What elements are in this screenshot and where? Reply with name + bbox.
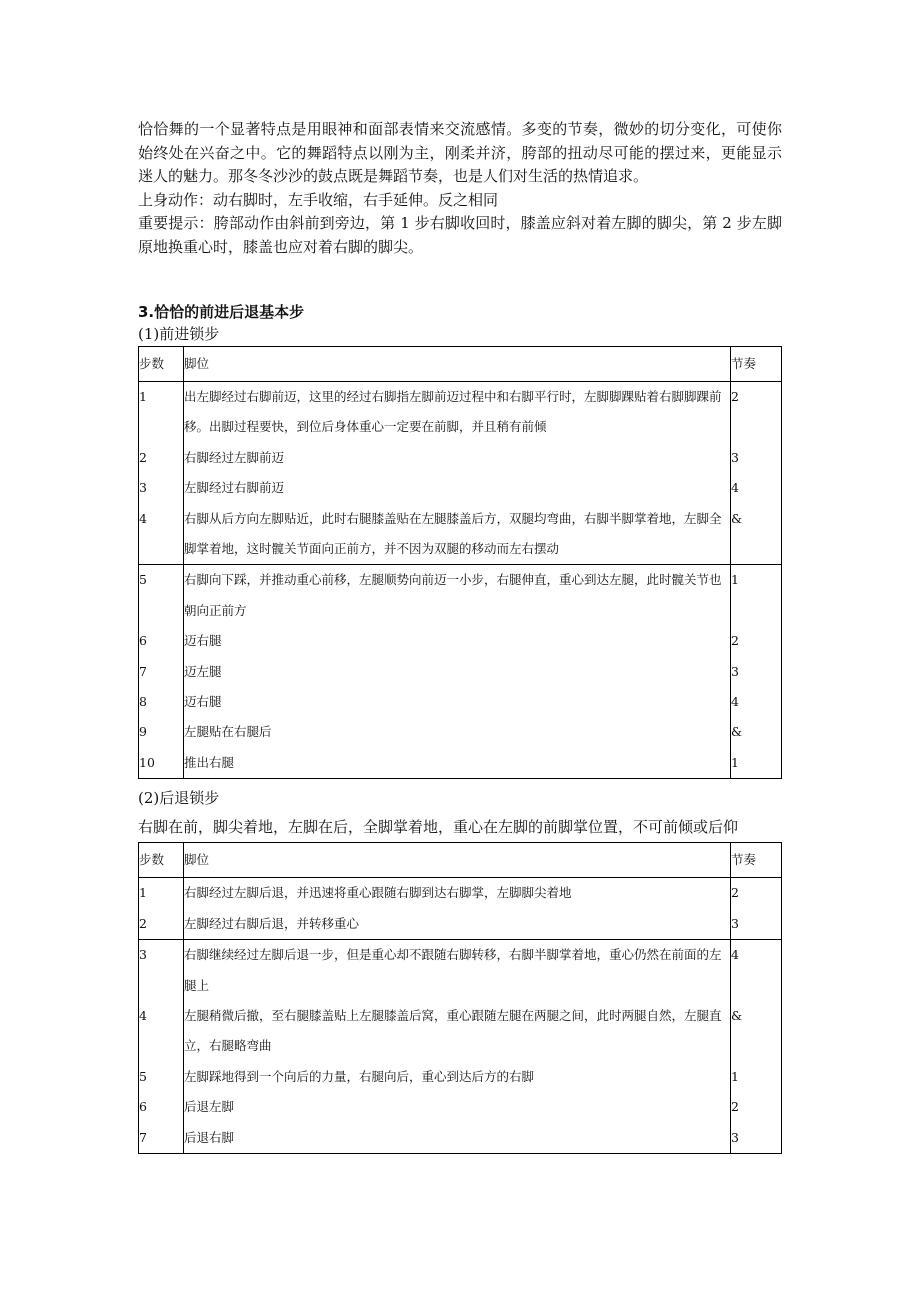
rhythm-cell: 3 (731, 657, 782, 687)
step-cell: 4 (139, 504, 184, 565)
table-row (139, 1092, 782, 1122)
table-header-row (139, 347, 782, 382)
step-cell: 8 (139, 687, 184, 717)
forward-steps-table (138, 346, 782, 779)
position-cell: 迈右腿 (184, 626, 731, 656)
rhythm-cell: 3 (731, 443, 782, 473)
step-cell: 2 (139, 443, 184, 473)
position-cell: 迈右腿 (184, 687, 731, 717)
table-row (139, 473, 782, 503)
header-rhythm: 节奏 (731, 843, 782, 878)
backward-note: 右脚在前，脚尖着地，左脚在后，全脚掌着地，重心在左脚的前脚掌位置，不可前倾或后仰 (138, 818, 739, 837)
table-row (139, 657, 782, 687)
rhythm-cell: & (731, 504, 782, 565)
step-cell: 1 (139, 382, 184, 443)
step-cell: 3 (139, 940, 184, 1001)
step-cell: 5 (139, 565, 184, 626)
position-cell: 右脚向下踩，并推动重心前移，左腿顺势向前迈一小步，右腿伸直，重心到达左腿，此时髋关节也朝向正前方 (184, 565, 731, 626)
header-position: 脚位 (184, 347, 731, 382)
document-page (138, 118, 782, 1154)
table-row (139, 626, 782, 656)
table-row (139, 687, 782, 717)
forward-subtitle: (1)前进锁步 (138, 325, 220, 343)
position-cell: 右脚继续经过左脚后退一步，但是重心却不跟随右脚转移，右脚半脚掌着地，重心仍然在前面的左腿上 (184, 940, 731, 1001)
step-cell: 7 (139, 1123, 184, 1154)
step-cell: 1 (139, 878, 184, 909)
position-cell: 推出右腿 (184, 748, 731, 779)
intro-paragraph: 恰恰舞的一个显著特点是用眼神和面部表情来交流感情。多变的节奏，微妙的切分变化，可使你始终处在兴奋之中。它的舞蹈特点以刚为主，刚柔并济，胯部的扭动尽可能的摆过来，更能显示迷人的魅力。那冬冬沙沙的鼓点既是舞蹈节奏，也是人们对生活的热情追求。 (138, 120, 782, 185)
step-cell: 2 (139, 909, 184, 940)
table-row (139, 382, 782, 443)
step-cell: 4 (139, 1001, 184, 1062)
table-row (139, 909, 782, 940)
header-step: 步数 (139, 347, 184, 382)
table-row (139, 1001, 782, 1062)
position-cell: 出左脚经过右脚前迈，这里的经过右脚指左脚前迈过程中和右脚平行时，左脚脚踝贴着右脚脚踝前移。出脚过程要快，到位后身体重心一定要在前脚，并且稍有前倾 (184, 382, 731, 443)
rhythm-cell: & (731, 1001, 782, 1062)
position-cell: 左腿贴在右腿后 (184, 717, 731, 747)
rhythm-cell: 2 (731, 382, 782, 443)
step-cell: 10 (139, 748, 184, 779)
rhythm-cell: 3 (731, 1123, 782, 1154)
table-row (139, 878, 782, 909)
position-cell: 后退右脚 (184, 1123, 731, 1154)
position-cell: 左脚经过右脚前迈 (184, 473, 731, 503)
position-cell: 右脚经过左脚前迈 (184, 443, 731, 473)
table-row (139, 940, 782, 1001)
step-cell: 6 (139, 626, 184, 656)
rhythm-cell: 4 (731, 940, 782, 1001)
rhythm-cell: 1 (731, 565, 782, 626)
backward-subtitle: (2)后退锁步 (138, 789, 220, 808)
rhythm-cell: & (731, 717, 782, 747)
tip-text: 重要提示：胯部动作由斜前到旁边，第 1 步右脚收回时，膝盖应斜对着左脚的脚尖，第 2 步左脚原地换重心时，膝盖也应对着右脚的脚尖。 (138, 214, 782, 256)
step-cell: 7 (139, 657, 184, 687)
rhythm-cell: 2 (731, 626, 782, 656)
table-row (139, 565, 782, 626)
rhythm-cell: 1 (731, 748, 782, 779)
position-cell: 右脚从后方向左脚贴近，此时右腿膝盖贴在左腿膝盖后方，双腿均弯曲，右脚半脚掌着地，左脚全脚掌着地，这时髋关节面向正前方，并不因为双腿的移动而左右摆动 (184, 504, 731, 565)
position-cell: 后退左脚 (184, 1092, 731, 1122)
header-position: 脚位 (184, 843, 731, 878)
step-cell: 9 (139, 717, 184, 747)
rhythm-cell: 4 (731, 473, 782, 503)
rhythm-cell: 1 (731, 1062, 782, 1092)
step-cell: 5 (139, 1062, 184, 1092)
position-cell: 左脚踩地得到一个向后的力量，右腿向后，重心到达后方的右脚 (184, 1062, 731, 1092)
header-rhythm: 节奏 (731, 347, 782, 382)
step-cell: 6 (139, 1092, 184, 1122)
rhythm-cell: 2 (731, 878, 782, 909)
step-cell: 3 (139, 473, 184, 503)
section-title: 3.恰恰的前进后退基本步 (138, 303, 305, 321)
table-row (139, 748, 782, 779)
table-row (139, 504, 782, 565)
table-row (139, 443, 782, 473)
position-cell: 迈左腿 (184, 657, 731, 687)
rhythm-cell: 4 (731, 687, 782, 717)
table-row (139, 1123, 782, 1154)
rhythm-cell: 2 (731, 1092, 782, 1122)
position-cell: 左腿稍微后撤，至右腿膝盖贴上左腿膝盖后窝，重心跟随左腿在两腿之间，此时两腿自然，左腿直立，右腿略弯曲 (184, 1001, 731, 1062)
table-header-row (139, 843, 782, 878)
table-row (139, 1062, 782, 1092)
upper-body-text: 上身动作：动右脚时，左手收缩，右手延伸。反之相同 (138, 190, 499, 209)
position-cell: 左脚经过右脚后退，并转移重心 (184, 909, 731, 940)
rhythm-cell: 3 (731, 909, 782, 940)
table-row (139, 717, 782, 747)
backward-steps-table (138, 842, 782, 1154)
header-step: 步数 (139, 843, 184, 878)
position-cell: 右脚经过左脚后退，并迅速将重心跟随右脚到达右脚掌，左脚脚尖着地 (184, 878, 731, 909)
